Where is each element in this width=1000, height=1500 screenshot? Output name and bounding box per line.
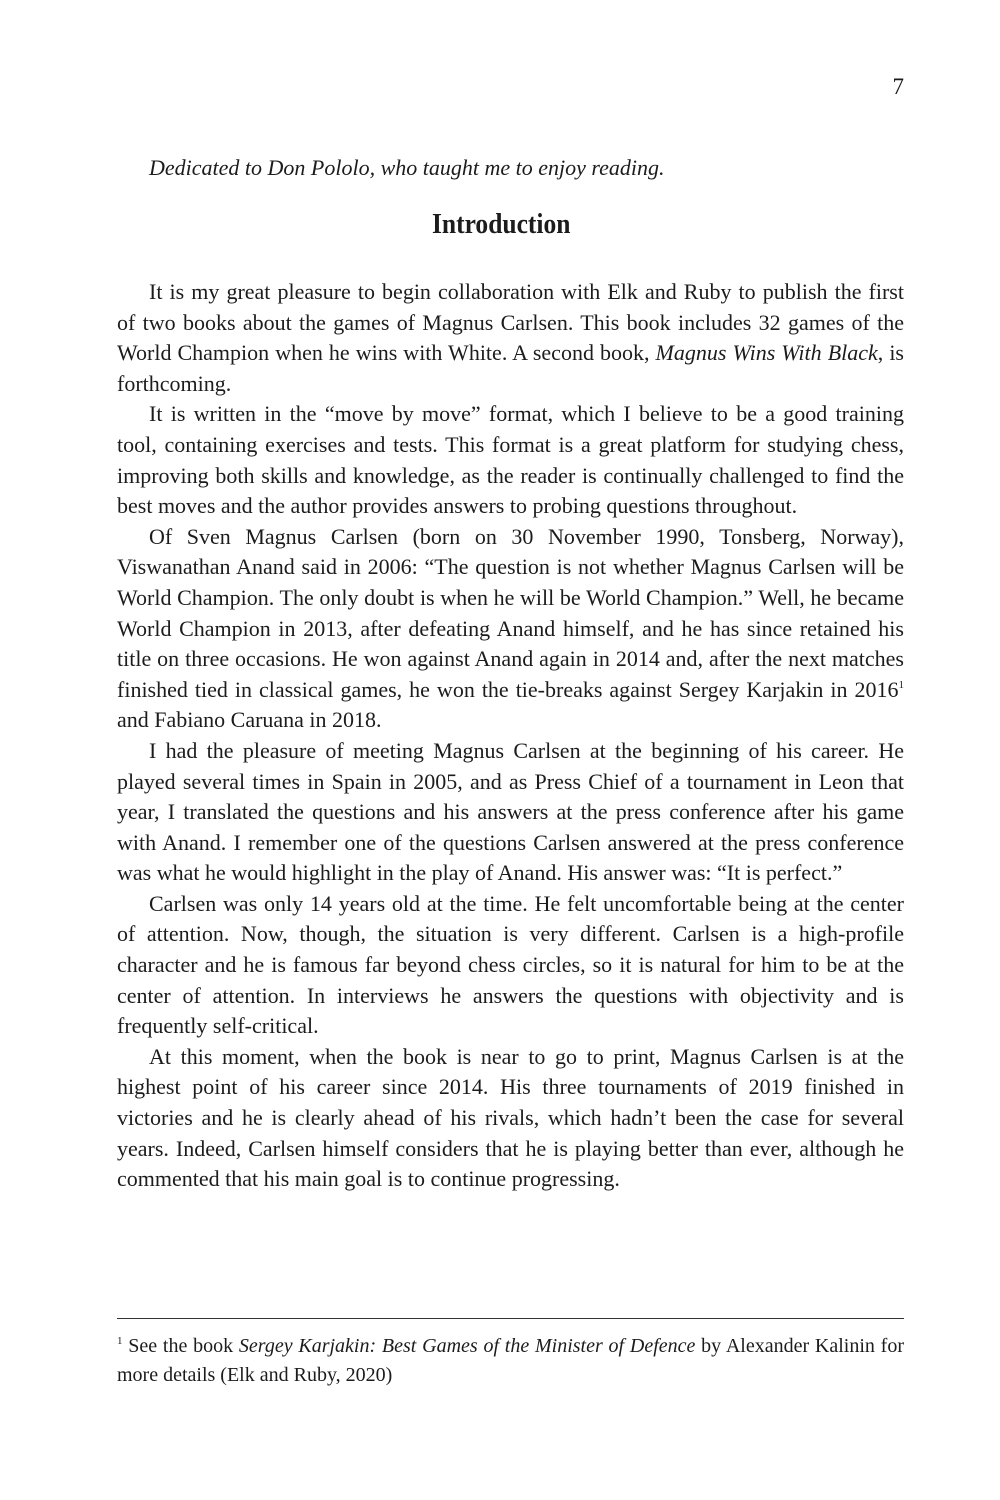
paragraph-3-text-b: and Fabiano Caruana in 2018. [117, 707, 382, 733]
paragraph-2: It is written in the “move by move” format, which I believe to be a good training tool, containing exercises and tests. This format is a great platform for studying chess, improving both skills and knowledge, as the reader is continually challenged to find the best moves and the author provides answers to probing questions throughout. [117, 401, 904, 519]
footnote-marker: 1 [117, 1335, 123, 1347]
page-number: 7 [892, 74, 904, 99]
paragraph-3-text-a: Of Sven Magnus Carlsen (born on 30 November 1990, Tonsberg, Norway), Viswanathan Anand said in 2006: “The question is not whether Magnus Carlsen will be World Champion. The only doubt is when he will be World Champion.” Well, he became World Champion in 2013, after defeating Anand himself, and he has since retained his title on three occasions. He won against Anand again in 2014 and, after the next matches finished tied in classical games, he won the tie-breaks against Sergey Karjakin in 2016 [117, 523, 904, 702]
footnote-reference: 1 [898, 678, 904, 691]
dedication: Dedicated to Don Pololo, who taught me to enjoy reading. [149, 155, 665, 180]
paragraph-1-text-a: It is my great pleasure to begin collaboration with Elk and Ruby to publish the first of two books about the games of Magnus Carlsen. This book includes 32 games of the World Champion when he wins with White. A second book, [117, 279, 904, 366]
paragraph-1 [117, 277, 904, 399]
chapter-title: Introduction [431, 208, 571, 240]
paragraph-5: Carlsen was only 14 years old at the time. He felt uncomfortable being at the center of attention. Now, though, the situation is very different. Carlsen is a high-profile character and he is famous far beyond chess circles, so it is natural for him to be at the center of attention. In interviews he answers the questions with objectivity and is frequently self-critical. [117, 890, 904, 1039]
paragraph-6: At this moment, when the book is near to go to print, Magnus Carlsen is at the highest point of his career since 2014. His three tournaments of 2019 finished in victories and he is clearly ahead of his rivals, which hadn’t been the case for several years. Indeed, Carlsen himself considers that he is playing better than ever, although he commented that his main goal is to continue progressing. [117, 1043, 904, 1192]
footnote-book-title: Sergey Karjakin: Best Games of the Minister of Defence [238, 1335, 696, 1357]
paragraph-4: I had the pleasure of meeting Magnus Carlsen at the beginning of his career. He played several times in Spain in 2005, and as Press Chief of a tournament in Leon that year, I translated the questions and his answers at the press conference after his game with Anand. I remember one of the questions Carlsen answered at the press conference was what he would highlight in the play of Anand. His answer was: “It is perfect.” [117, 737, 904, 886]
footnote-text-b: by Alexander Kalinin for more details (Elk and Ruby, 2020) [117, 1335, 904, 1386]
body-text [117, 277, 904, 1195]
footnote [117, 1332, 904, 1389]
book-title-magnus-wins-with-black: Magnus Wins With Black [655, 340, 878, 366]
paragraph-1-text-b: , is forthcoming. [117, 340, 904, 396]
footnote-text-a: See the book [122, 1335, 239, 1357]
footnote-divider [117, 1318, 904, 1319]
paragraph-3 [117, 522, 904, 736]
